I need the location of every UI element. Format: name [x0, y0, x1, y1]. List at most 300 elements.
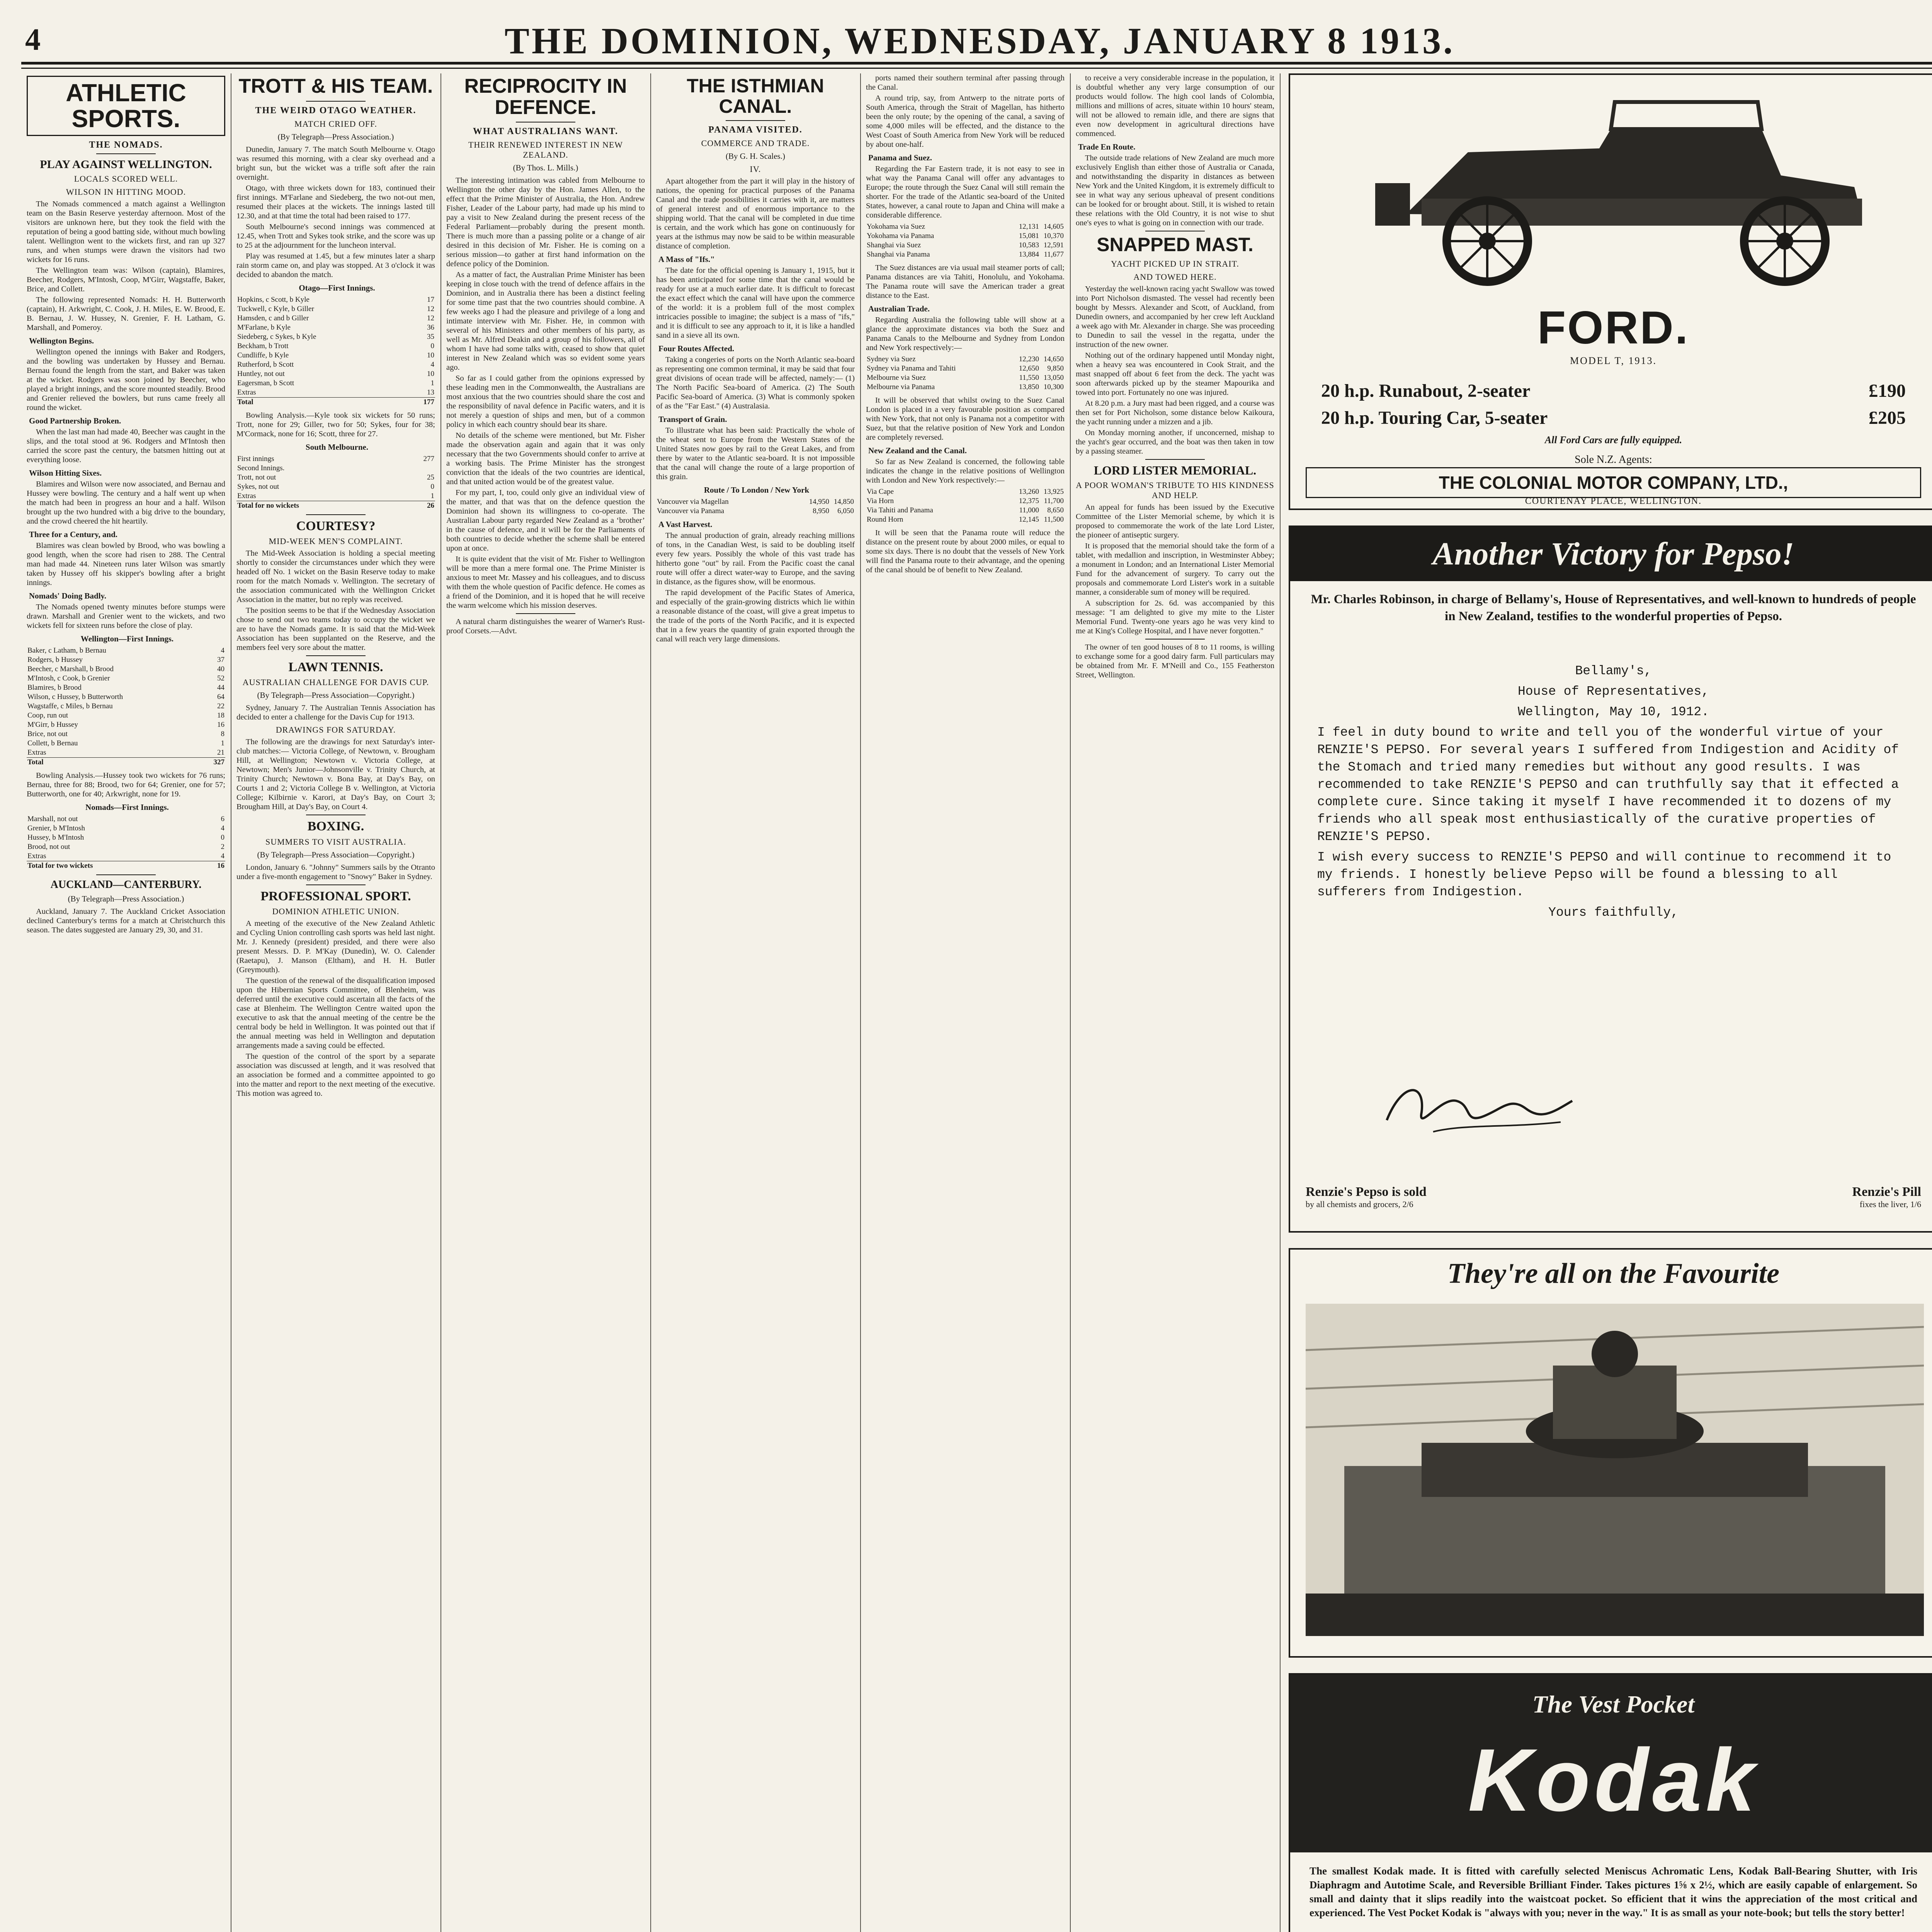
paragraph: At 8.20 p.m. a Jury mast had been rigged, and a course was then set for Port Nicholson, some distance below Kaikoura, the yacht running under a mizzen and a jib.	[1076, 399, 1274, 426]
distance-row	[866, 515, 1065, 524]
ford-price-line	[1321, 380, 1906, 401]
ford-advertisement	[1289, 73, 1932, 510]
route-name: Round Horn	[867, 515, 903, 524]
distance-value: 12,131	[1019, 223, 1039, 231]
ford-equipped-note: All Ford Cars are fully equipped.	[1544, 434, 1682, 446]
paragraph: Play was resumed at 1.45, but a few minutes later a sharp rain storm came on, and play was stopped. At 3 o'clock it was decided to abandon the match.	[236, 252, 435, 279]
distance-value: 14,650	[1043, 355, 1064, 363]
paragraph: It is proposed that the memorial should take the form of a tablet, with medallion and inscription, in Westminster Abbey; a monument in London; and an International Lister Memorial Fund for the advancement of surgery. To carry out the proposals and commemorate Lord Lister's work in a suitable manner, a considerable sum of money will be required.	[1076, 541, 1274, 597]
paragraph: The Nomads commenced a match against a Wellington team on the Basin Reserve yesterday afternoon. Most of the visitors are unknown here, but they took the field with the reputation of being a good batting side, without much bowling talent. Wellington went to the wickets first, and ran up 327 runs, and when stumps were drawn the visitors had two wickets for 16 runs.	[27, 200, 225, 264]
batsman-name: Beecher, c Marshall, b Brood	[27, 665, 114, 673]
byline: (By Telegraph—Press Association.)	[277, 132, 394, 141]
article-title: THE ISTHMIAN CANAL.	[687, 75, 824, 117]
distance-value: 12,375	[1019, 497, 1039, 505]
article-heading: LAWN TENNIS.	[288, 660, 383, 674]
ford-agents-label: Sole N.Z. Agents:	[1575, 454, 1652, 466]
runs-value: 64	[217, 693, 224, 701]
paragraph: The Nomads opened twenty minutes before stumps were drawn. Marshall and Grenier went to the wickets, and two wickets fell for sixteen runs before the close of play.	[27, 603, 225, 630]
paragraph: Blamires and Wilson were now associated, and Bernau and Hussey were bowling. The century and a half went up when the match had been in progress an hour and a half. Wilson brought up the two hundred with a big drive to the boundary, and the crowd cheered the hit heartily.	[27, 480, 225, 526]
score-table	[27, 815, 225, 871]
column-isthmian-canal	[651, 73, 860, 1932]
score-row	[27, 824, 225, 833]
ford-address: COURTENAY PLACE, WELLINGTON.	[1525, 496, 1702, 506]
ford-runabout-price: £190	[1869, 381, 1906, 401]
subheading: A Vast Harvest.	[658, 520, 713, 529]
distance-row	[866, 506, 1065, 515]
table-header: Route / To London / New York	[704, 485, 810, 495]
batsman-name: Blamires, b Brood	[27, 684, 82, 692]
article-heading: THE WEIRD OTAGO WEATHER.	[255, 105, 417, 116]
paragraph: When the last man had made 40, Beecher was caught in the slips, and the total stood at 96. Rodgers and M'Intosh then carried the score past the century, the batsmen hitting out at everything loose.	[27, 428, 225, 464]
distance-value: 10,300	[1043, 383, 1064, 391]
distance-value: 9,850	[1047, 364, 1064, 372]
favourite-illustration	[1306, 1304, 1924, 1636]
pepso-footer	[1306, 1185, 1921, 1219]
runs-value: 21	[217, 748, 224, 757]
paragraph: South Melbourne's second innings was commenced at 12.45, when Trott and Sykes took strike, and the score was up to 25 at the adjournment for the luncheon interval.	[236, 222, 435, 250]
paragraph: The Wellington team was: Wilson (captain), Blamires, Beecher, Rodgers, M'Intosh, Coop, M'Girr, Wagstaffe, Baker, Brice, and Collett.	[27, 266, 225, 294]
score-row	[27, 842, 225, 852]
article-heading: YACHT PICKED UP IN STRAIT.	[1111, 259, 1239, 269]
article-title: ATHLETIC SPORTS.	[27, 76, 225, 136]
runs-value: 13	[427, 388, 434, 396]
kodak-advertisement	[1289, 1673, 1932, 1932]
article-heading: PANAMA VISITED.	[708, 125, 803, 135]
paragraph: A natural charm distinguishes the wearer of Warner's Rust-proof Corsets.—Advt.	[446, 617, 645, 636]
subheading: Good Partnership Broken.	[29, 416, 121, 426]
distance-value: 11,550	[1019, 374, 1039, 382]
pepso-sold-label: Renzie's Pepso is sold	[1306, 1185, 1427, 1199]
runs-value: 4	[430, 360, 434, 369]
batsman-name: Marshall, not out	[27, 815, 78, 823]
score-total-label: Total for no wickets	[236, 501, 410, 510]
article-heading: A POOR WOMAN'S TRIBUTE TO HIS KINDNESS AND HELP.	[1076, 480, 1274, 500]
pepso-headline: Another Victory for Pepso!	[1290, 527, 1932, 581]
letter-body: I feel in duty bound to write and tell you of the wonderful virtue of your RENZIE'S PEPSO. For several years I suffered from Indigestion and Acidity of the Stomach and tried many remedies but without any good results. I was recommended to take RENZIE'S PEPSO and can truthfully say that it effected a complete cure. Since taking it myself I have recommended it to dozens of my friends who all speak most enthusiastically of the curative properties of RENZIE'S PEPSO.	[1317, 725, 1899, 844]
article-heading: SUMMERS TO VISIT AUSTRALIA.	[265, 837, 406, 847]
distance-value: 13,925	[1043, 488, 1064, 496]
paragraph: For my part, I, too, could only give an individual view of the matter, and that was that on the defence question the Dominion had shown its willingness to co-operate. The Australian Labour party regarded New Zealand as a ‘brother’ in the cause of defence, and it will be for the Parliaments of both countries to decide whether the scheme shall be entered upon at once.	[446, 488, 645, 553]
runs-value: 0	[430, 342, 434, 350]
pepso-intro: Mr. Charles Robinson, in charge of Bellamy's, House of Representatives, and well-known to hundreds of people in New Zealand, testifies to the wonderful properties of Pepso.	[1311, 592, 1916, 623]
score-row	[27, 711, 225, 720]
runs-value: 44	[217, 684, 224, 692]
article-title: RECIPROCITY IN DEFENCE.	[464, 75, 627, 119]
paragraph: As a matter of fact, the Australian Prime Minister has been keeping in close touch with the trend of defence affairs in the Dominion, and in Australia there has been a distinct feeling for some time past that the two countries should combine. A few weeks ago I had the pleasure and privilege of a long and intimate interview with Mr. Fisher. He, in common with several of his Ministers and other members of his party, as well as Mr. Alfred Deakin and a group of his followers, all of whom I have had some talks with, ceased to show that quiet interest in New Zealand which was so evident some years ago.	[446, 270, 645, 372]
ford-brand: FORD.	[1537, 302, 1690, 354]
score-row	[27, 646, 225, 655]
article-heading: MID-WEEK MEN'S COMPLAINT.	[269, 536, 403, 546]
paragraph: The rapid development of the Pacific States of America, and especially of the grain-growing districts which lie within a reasonable distance of the coast, will give a great impetus to the trade of the ports of the North Pacific, and it is expected that in a few years the quantity of grain exported through the canal will reach very large dimensions.	[656, 588, 855, 643]
pill-label: Renzie's Pill	[1852, 1185, 1921, 1199]
article-heading: LORD LISTER MEMORIAL.	[1094, 463, 1257, 477]
article-title: TROTT & HIS TEAM.	[238, 75, 433, 97]
paragraph: to receive a very considerable increase in the population, it is doubtful whether any very large consumption of our products would follow. The high cool lands of Colombia, millions and millions of acres, situate within 10 hours' steam, will not be allowed to remain idle, and there are signs that even now development in agricultural directions have commenced.	[1076, 74, 1274, 138]
pepso-footer-right	[1852, 1185, 1921, 1209]
runs-value	[410, 464, 435, 473]
distance-value: 12,650	[1019, 364, 1039, 372]
batsman-name: Hussey, b M'Intosh	[27, 833, 84, 842]
masthead	[21, 15, 1932, 65]
divider	[1145, 459, 1205, 460]
score-row	[27, 833, 225, 842]
score-row	[27, 748, 225, 758]
batsman-name: M'Farlane, b Kyle	[237, 323, 291, 332]
route-name: Via Tahiti and Panama	[867, 506, 933, 514]
batsman-name: Collett, b Bernau	[27, 739, 78, 748]
runs-value: 8	[221, 730, 224, 738]
divider	[516, 613, 575, 614]
score-table	[236, 295, 435, 407]
divider	[726, 120, 785, 121]
batsman-name: Beckham, b Trott	[237, 342, 289, 350]
divider	[306, 514, 366, 515]
distance-value: 13,884	[1019, 250, 1039, 259]
ford-touring-label: 20 h.p. Touring Car, 5-seater	[1321, 408, 1548, 428]
paragraph: On Monday morning another, if unconcerned, mishap to the yacht's gear occurred, and the boat was then taken in tow by a passing steamer.	[1076, 428, 1274, 456]
batsman-name: Coop, run out	[27, 711, 68, 720]
route-name: Via Horn	[867, 497, 894, 505]
runs-value: 36	[427, 323, 434, 332]
batsman-name: Brood, not out	[27, 843, 70, 851]
score-row	[236, 323, 435, 332]
score-total-value: 327	[201, 758, 225, 767]
score-table	[27, 646, 225, 767]
column-trott-team	[231, 73, 440, 1932]
paragraph: Regarding the Far Eastern trade, it is not easy to see in what way the Panama Canal will offer any advantages to Europe; the route through the Suez Canal will still remain the shorter. For the trade of the Atlantic sea-board of the United States, however, a canal route to Japan and China will make a considerable difference.	[866, 165, 1065, 219]
kodak-description: The smallest Kodak made. It is fitted with carefully selected Meniscus Achromatic Lens, Kodak Ball-Bearing Shutter, with Iris Diaphragm and Autotime Scale, and Reversible Brilliant Finder. Takes pictures 1⅝ x 2½, which are easily capable of enlargement. So small and dainty that it slips readily into the waistcoat pocket. So efficient that it wins the appreciation of the most critical and experienced. The Vest Pocket Kodak is "always with you; never in the way." It is as small as your note-book; but tells the story better!	[1310, 1865, 1917, 1918]
letter-date: Wellington, May 10, 1912.	[1517, 705, 1709, 719]
batsman-name: Extras	[237, 492, 256, 500]
pepso-letter	[1317, 662, 1910, 924]
batsman-name: Wagstaffe, c Miles, b Bernau	[27, 702, 113, 711]
distance-row	[866, 497, 1065, 506]
paragraph: Dunedin, January 7. The match South Melbourne v. Otago was resumed this morning, with a clear sky overhead and a bright sun, but the wicket was a trifle soft after the rain overnight.	[236, 145, 435, 182]
route-name: Sydney via Suez	[867, 355, 916, 363]
runs-value: 6	[221, 815, 224, 823]
article-heading: THEIR RENEWED INTEREST IN NEW ZEALAND.	[468, 140, 623, 160]
score-row	[236, 482, 435, 492]
score-total-value: 177	[410, 397, 435, 407]
pepso-price: by all chemists and grocers, 2/6	[1306, 1199, 1413, 1209]
batsman-name: Wilson, c Hussey, b Butterworth	[27, 693, 123, 701]
subheading: Wellington—First Innings.	[80, 634, 174, 644]
score-row	[236, 332, 435, 342]
paragraph: Yesterday the well-known racing yacht Swallow was towed into Port Nicholson dismasted. The vessel had recently been bought by Messrs. Alexander and Scott, of Auckland, from Dunedin owners, and accompanied by her crew left Auckland a week ago with Mr. Alexander in charge. She was proceeding to Dunedin to sail the vessel in the regatta, under the instruction of the new owner.	[1076, 284, 1274, 349]
batsman-name: Tuckwell, c Kyle, b Giller	[237, 304, 314, 313]
favourite-advertisement	[1289, 1248, 1932, 1658]
score-row	[27, 815, 225, 824]
runs-value: 2	[221, 843, 224, 851]
paragraph: Apart altogether from the part it will play in the history of nations, the opening for practical purposes of the Panama Canal and the trade possibilities it carries with it, are matters of general interest and of enormous importance to the shipping world. That the canal will be completed in due time is certain, and the work which has gone on continuously for years at the isthmus may now be said to be within measurable distance of completion.	[656, 177, 855, 250]
batsman-name: M'Intosh, c Cook, b Grenier	[27, 674, 110, 683]
paragraph: The annual production of grain, already reaching millions of tons, in the Canadian West, is said to be doubling itself every few years. Possibly the whole of this vast trade has hitherto gone "out" by rail. From the Pacific coast the canal route will offer a direct water-way to Europe, and the saving in distance, as the figures show, will be enormous.	[656, 531, 855, 586]
runs-value: 0	[430, 482, 434, 491]
ford-runabout-label: 20 h.p. Runabout, 2-seater	[1321, 381, 1531, 401]
ford-car-illustration	[1306, 87, 1924, 287]
score-row	[27, 852, 225, 861]
paragraph: London, January 6. "Johnny" Summers sails by the Otranto under a five-month engagement to "Snowy" Baker in Sydney.	[236, 863, 435, 881]
distance-value: 12,145	[1019, 515, 1039, 524]
batsman-name: Siedeberg, c Sykes, b Kyle	[237, 332, 316, 341]
article-heading: WILSON IN HITTING MOOD.	[66, 187, 186, 197]
article-heading: PLAY AGAINST WELLINGTON.	[40, 158, 212, 171]
batsman-name: Second Innings.	[237, 464, 285, 472]
score-total-value: 16	[201, 861, 225, 871]
paragraph: The following are the drawings for next Saturday's inter-club matches:— Victoria College, of Newtown, v. Brougham Hill, at Wellington; Newtown v. Victoria College, at Newtown; Men's Junior—Johnsonville v. Trinity Church, at Trinity Church; Newtown v. Bona Bay, at Day's Bay, on Courts 1 and 2; Victoria College B v. Wellington, at Victoria College; Kilbirnie v. Karori, at Day's Bay, on Court 3; Brougham Hill, at Day's Bay, on Court 4.	[236, 738, 435, 811]
score-row	[27, 665, 225, 674]
paragraph: The Mid-Week Association is holding a special meeting shortly to consider the circumstances under which they were headed off No. 1 wicket on the Basin Reserve today to make room for the match Nomads v. Wellington. The secretary of the association communicated with the Wellington Cricket Association in the matter, but no reply was received.	[236, 549, 435, 604]
paragraph: Blamires was clean bowled by Brood, who was bowling a good length, when the score had risen to 288. The Central man had made 44. Nineteen runs later Wilson was smartly taken by Hussey off his skipper's bowling after a bright innings.	[27, 541, 225, 587]
batsman-name: Baker, c Latham, b Bernau	[27, 646, 106, 655]
score-row	[236, 295, 435, 304]
runs-value: 18	[217, 711, 224, 720]
route-name: Sydney via Panama and Tahiti	[867, 364, 956, 372]
score-row	[27, 720, 225, 730]
article-heading: COMMERCE AND TRADE.	[701, 138, 810, 148]
runs-value: 52	[217, 674, 224, 683]
column-snapped-mast	[1070, 73, 1280, 1932]
ford-price-line	[1321, 407, 1906, 429]
divider	[306, 655, 366, 656]
paragraph: A subscription for 2s. 6d. was accompanied by this message: "I am delighted to give my mite to the Lister Memorial Fund. Twenty-one years ago he was very kind to me at King's College Hospital, and I have never forgotten."	[1076, 599, 1274, 635]
distance-row	[866, 250, 1065, 259]
distance-value: 11,500	[1044, 515, 1064, 524]
subheading: Three for a Century, and.	[29, 530, 118, 539]
paragraph: Regarding Australia the following table will show at a glance the approximate distances via both the Suez and Panama Canals to the Melbourne and Sydney from London and New York respectively:—	[866, 316, 1065, 352]
score-row	[236, 379, 435, 388]
runs-value: 37	[217, 656, 224, 664]
runs-value: 12	[427, 314, 434, 322]
distance-row	[656, 497, 855, 507]
favourite-headline: They're all on the Favourite	[1447, 1258, 1780, 1289]
column-canal-continued	[861, 73, 1070, 1932]
distance-value: 10,370	[1043, 232, 1064, 240]
route-name: Shanghai via Suez	[867, 241, 921, 249]
batsman-name: Hopkins, c Scott, b Kyle	[237, 295, 310, 304]
runs-value: 277	[423, 454, 434, 463]
distance-row	[866, 231, 1065, 241]
paragraph: So far as I could gather from the opinions expressed by these leading men in the Commonwealth, the Australians are most anxious that the two countries should share the cost and the responsibility of naval defence in Pacific waters, and it is not merely a question of ships and men, but of a common policy in which each country should bear its share.	[446, 374, 645, 429]
route-name: Melbourne via Suez	[867, 374, 926, 382]
divider	[306, 101, 366, 102]
paragraph: Auckland, January 7. The Auckland Cricket Association declined Canterbury's terms for a match at Christchurch this season. The dates suggested are January 29, 30, and 31.	[27, 907, 225, 935]
route-name: Shanghai via Panama	[867, 250, 930, 259]
handwritten-signature	[1379, 1074, 1580, 1139]
subheading: A Mass of "Ifs."	[658, 255, 715, 264]
article-heading: BOXING.	[307, 819, 364, 834]
batsman-name: M'Girr, b Hussey	[27, 721, 78, 729]
divider	[96, 153, 156, 154]
score-total-label: Total	[27, 758, 201, 767]
score-row	[27, 730, 225, 739]
runs-value: 16	[217, 721, 224, 729]
letter-heading: House of Representatives,	[1517, 684, 1709, 699]
batsman-name: Sykes, not out	[237, 482, 279, 491]
batsman-name: Hamsden, c and b Giller	[237, 314, 309, 322]
article-heading: DRAWINGS FOR SATURDAY.	[276, 725, 396, 735]
runs-value: 1	[221, 739, 224, 748]
paragraph: No details of the scheme were mentioned, but Mr. Fisher made the observation again and again that it was only necessary that the two Governments should confer to arrive at a working basis. The Prime Minister has the strongest conviction that the ideals of the two countries are identical, and that united action would be of the greatest value.	[446, 431, 645, 486]
score-row	[236, 342, 435, 351]
score-total-value: 26	[410, 501, 435, 510]
paragraph: The owner of ten good houses of 8 to 11 rooms, is willing to exchange some for a good dairy farm. Full particulars may be obtained from Mr. F. M'Neill and Co., 155 Featherston Street, Wellington.	[1076, 643, 1274, 679]
distance-row	[866, 364, 1065, 373]
runs-value: 0	[221, 833, 224, 842]
batsman-name: Rodgers, b Hussey	[27, 656, 83, 664]
paragraph: The question of the control of the sport by a separate association was discussed at length, and it was resolved that an association be formed and a committee appointed to go into the matter and report to the next meeting of the executive. This motion was agreed to.	[236, 1052, 435, 1098]
runs-value: 4	[221, 852, 224, 861]
column-reciprocity	[441, 73, 650, 1932]
paragraph: A round trip, say, from Antwerp to the nitrate ports of South America, through the Strait of Magellan, has hitherto been the only route; by the opening of the canal, a saving of some 4,000 miles will be effected, and the distance to the West Coast of South America from New York will be reduced by about one-half.	[866, 94, 1065, 149]
paragraph: An appeal for funds has been issued by the Executive Committee of the Lister Memorial scheme, by which it is proposed to commemorate the work of the late Lord Lister, the pioneer of antiseptic surgery.	[1076, 503, 1274, 539]
byline: (By Telegraph—Press Association—Copyright.)	[257, 690, 415, 700]
newspaper-title: THE DOMINION, WEDNESDAY, JANUARY 8 1913.	[504, 20, 1455, 61]
score-row	[236, 388, 435, 398]
score-row	[27, 692, 225, 702]
pepso-footer-left	[1306, 1185, 1427, 1209]
score-total-row	[27, 861, 225, 871]
route-name: Melbourne via Panama	[867, 383, 935, 391]
route-name: Yokohama via Panama	[867, 232, 934, 240]
runs-value: 35	[427, 332, 434, 341]
score-row	[236, 464, 435, 473]
runs-value: 4	[221, 646, 224, 655]
distance-value: 13,050	[1043, 374, 1064, 382]
byline: (By Telegraph—Press Association—Copyright.)	[257, 850, 415, 859]
score-total-row	[27, 758, 225, 767]
subheading: Trade En Route.	[1078, 142, 1136, 151]
batsman-name: Brice, not out	[27, 730, 68, 738]
byline: (By Telegraph—Press Association.)	[68, 894, 184, 904]
subheading: Wellington Begins.	[29, 336, 94, 346]
subheading: Nomads—First Innings.	[85, 803, 169, 812]
article-heading: WHAT AUSTRALIANS WANT.	[473, 126, 619, 137]
runs-value: 17	[427, 295, 434, 304]
kodak-title: The Vest Pocket	[1532, 1690, 1695, 1718]
paragraph: The question of the renewal of the disqualification imposed upon the Hibernian Sports Committee, of Blenheim, was deferred until the executive could ascertain all the facts of the case at Blenheim. The Wellington Centre waited upon the executive to ask that the annual meeting of the centre be the central body be held in Wellington. It was pointed out that if the annual meeting was held in Wellington and deputation arrangements made a saving could be effected.	[236, 976, 435, 1050]
runs-value: 1	[430, 492, 434, 500]
distance-value: 15,081	[1019, 232, 1039, 240]
section-numeral: IV.	[750, 164, 761, 174]
paragraph: It is quite evident that the visit of Mr. Fisher to Wellington will be more than a mere formal one. The Prime Minister is anxious to meet Mr. Massey and his colleagues, and to discuss with them the whole question of Pacific defence. He comes as a friend of the Dominion, and it is hoped that he will receive the warm welcome which his mission deserves.	[446, 555, 645, 610]
distance-value: 8,950	[813, 507, 829, 515]
column-athletic-sports	[21, 73, 231, 1932]
byline: (By Thos. L. Mills.)	[513, 163, 578, 173]
batsman-name: Extras	[27, 852, 46, 861]
batsman-name: Extras	[27, 748, 46, 757]
score-table	[236, 454, 435, 510]
subheading: Australian Trade.	[868, 304, 930, 313]
article-heading: AUCKLAND—CANTERBURY.	[50, 879, 202, 891]
score-row	[27, 655, 225, 665]
byline: (By G. H. Scales.)	[726, 151, 785, 161]
column-divider	[1280, 73, 1281, 1932]
distance-row	[866, 355, 1065, 364]
letter-heading: Bellamy's,	[1575, 664, 1652, 678]
paragraph: The outside trade relations of New Zealand are much more exclusively English than either those of Australia or Canada, and notwithstanding the disparity in distances as between New York and the United Kingdom, it is extremely difficult to see in what way any serious upheaval of present conditions can be looked for or brought about. Still, it is wished to retain these relations with the Old Country, it is not wise to shut one's eyes to what is going on in connection with our trade.	[1076, 154, 1274, 227]
kodak-brand: Kodak	[1468, 1730, 1759, 1830]
distance-value: 13,850	[1019, 383, 1039, 391]
subheading: Otago—First Innings.	[299, 283, 375, 293]
paragraph: The interesting intimation was cabled from Melbourne to Wellington the other day by the Hon. James Allen, to the effect that the Prime Minister of Australia, the Hon. Andrew Fisher, Leader of the Labour party, had made up his mind to pay a visit to New Zealand during the present recess of the Federal Parliament—probably during the present month. There is much more than a passing polite or a change of air desired in this decision of Mr. Fisher. He is coming on a serious mission—to gather at first hand information on the defence policy of the Dominion.	[446, 176, 645, 269]
paragraph: The following represented Nomads: H. H. Butterworth (captain), H. Arkwright, C. Cook, J. H. Miles, E. W. Brood, E. B. Bernau, J. W. Hussey, N. Grenier, F. H. Latham, G. Marshall, and Pomeroy.	[27, 296, 225, 332]
paragraph: The date for the official opening is January 1, 1915, but it has been anticipated for some time that the canal would be ready for use at a much earlier date. It is difficult to forecast the exact effect which the canal will have upon the commerce of the world: it is a problem full of the most complex intricacies possible to imagine; the subject is a mass of "ifs," and it is difficult to see any approach to it, it is like a handled sand in a sieve all its own.	[656, 266, 855, 340]
score-row	[236, 314, 435, 323]
score-total-label: Total	[236, 397, 410, 407]
paragraph: Wellington opened the innings with Baker and Rodgers, and the bowling was undertaken by Hussey and Bernau. Bernau found the length from the start, and Baker was taken at the wicket. Rodgers was soon joined by Beecher, who played a bright innings, and the score mounted steadily. Brood and Grenier relieved the bowlers, but runs came freely all round the wicket.	[27, 348, 225, 412]
distance-table	[656, 497, 855, 516]
article-heading: AND TOWED HERE.	[1133, 272, 1217, 282]
distance-value: 11,677	[1044, 250, 1064, 259]
score-row	[27, 674, 225, 683]
score-row	[236, 351, 435, 360]
page-number: 4	[25, 23, 41, 57]
article-heading: DOMINION ATHLETIC UNION.	[272, 906, 400, 917]
runs-value: 4	[221, 824, 224, 833]
batsman-name: Grenier, b M'Intosh	[27, 824, 85, 833]
batsman-name: Eagersman, b Scott	[237, 379, 294, 387]
route-name: Yokohama via Suez	[867, 223, 925, 231]
runs-value: 22	[217, 702, 224, 711]
subheading: Four Routes Affected.	[658, 344, 735, 353]
distance-table	[866, 355, 1065, 392]
runs-value: 40	[217, 665, 224, 673]
route-name: Vancouver via Panama	[657, 507, 724, 515]
score-row	[236, 304, 435, 314]
score-total-row	[236, 397, 435, 407]
distance-row	[866, 241, 1065, 250]
subheading: Wilson Hitting Sixes.	[29, 468, 102, 478]
distance-row	[866, 222, 1065, 231]
distance-row	[866, 487, 1065, 497]
paragraph: The position seems to be that if the Wednesday Association chose to send out two teams today to occupy the wicket we are to have the Nomads game. It is said that the Mid-Week Association has been supplanted on the Reserve, and the members feel very sore about the matter.	[236, 606, 435, 652]
batsman-name: Rutherford, b Scott	[237, 360, 294, 369]
score-row	[236, 454, 435, 464]
distance-row	[866, 383, 1065, 392]
paragraph: Bowling Analysis.—Hussey took two wickets for 76 runs; Bernau, three for 88; Brood, two for 64; Grenier, one for 57; Butterworth, one for 40; Arkwright, none for 19.	[27, 771, 225, 799]
subheading: Nomads' Doing Badly.	[29, 591, 107, 601]
ford-company: THE COLONIAL MOTOR COMPANY, LTD.,	[1306, 467, 1921, 498]
subheading: Transport of Grain.	[658, 415, 727, 424]
score-row	[27, 683, 225, 692]
score-row	[27, 739, 225, 748]
runs-value: 10	[427, 351, 434, 359]
distance-value: 6,050	[837, 507, 854, 515]
paragraph: Taking a congeries of ports on the North Atlantic sea-board as representing one common terminal, it may be said that four great divisions of ocean trade will be affected, namely:— (1) The North Pacific Sea-board of America. (2) The South Pacific Sea-board of America. (3) What is commonly spoken of as the "Far East." (4) Australasia.	[656, 355, 855, 410]
distance-value: 13,260	[1019, 488, 1039, 496]
paragraph: The Suez distances are via usual mail steamer ports of call; Panama distances are via Tahiti, Honolulu, and Yokohama. The Panama route will save the American trader a great distance to the East.	[866, 264, 1065, 300]
paragraph: It will be seen that the Panama route will reduce the distance on the present route by about 2000 miles, or equal to some six days. There is no doubt that the vessels of New York will find the Panama route to their advantage, and the opening of the canal should be of benefit to New Zealand.	[866, 529, 1065, 574]
article-heading: COURTESY?	[296, 519, 376, 533]
article-title: SNAPPED MAST.	[1097, 234, 1253, 255]
subheading: Panama and Suez.	[868, 153, 932, 162]
ford-touring-price: £205	[1869, 408, 1906, 428]
distance-value: 12,591	[1043, 241, 1064, 249]
kodak-banner	[1290, 1675, 1932, 1852]
distance-value: 14,850	[833, 498, 854, 506]
distance-value: 14,950	[809, 498, 829, 506]
runs-value: 1	[430, 379, 434, 387]
runs-value: 10	[427, 369, 434, 378]
paragraph: Otago, with three wickets down for 183, continued their first innings. M'Farlane and Siedeberg, the two not-out men, resumed their places at the wickets. The innings lasted till 12.30, and at that time the total had been raised to 177.	[236, 184, 435, 220]
paragraph: Nothing out of the ordinary happened until Monday night, when a heavy sea was encountered in Cook Strait, and the mast snapped off about 6 feet from the deck. The yacht was soon afterwards picked up by the steamer Mapourika and towed into port. Fortunately no one was injured.	[1076, 351, 1274, 397]
score-total-row	[236, 501, 435, 510]
distance-row	[656, 507, 855, 516]
article-heading: LOCALS SCORED WELL.	[74, 174, 178, 184]
distance-value: 11,700	[1044, 497, 1064, 505]
distance-value: 12,230	[1019, 355, 1039, 363]
